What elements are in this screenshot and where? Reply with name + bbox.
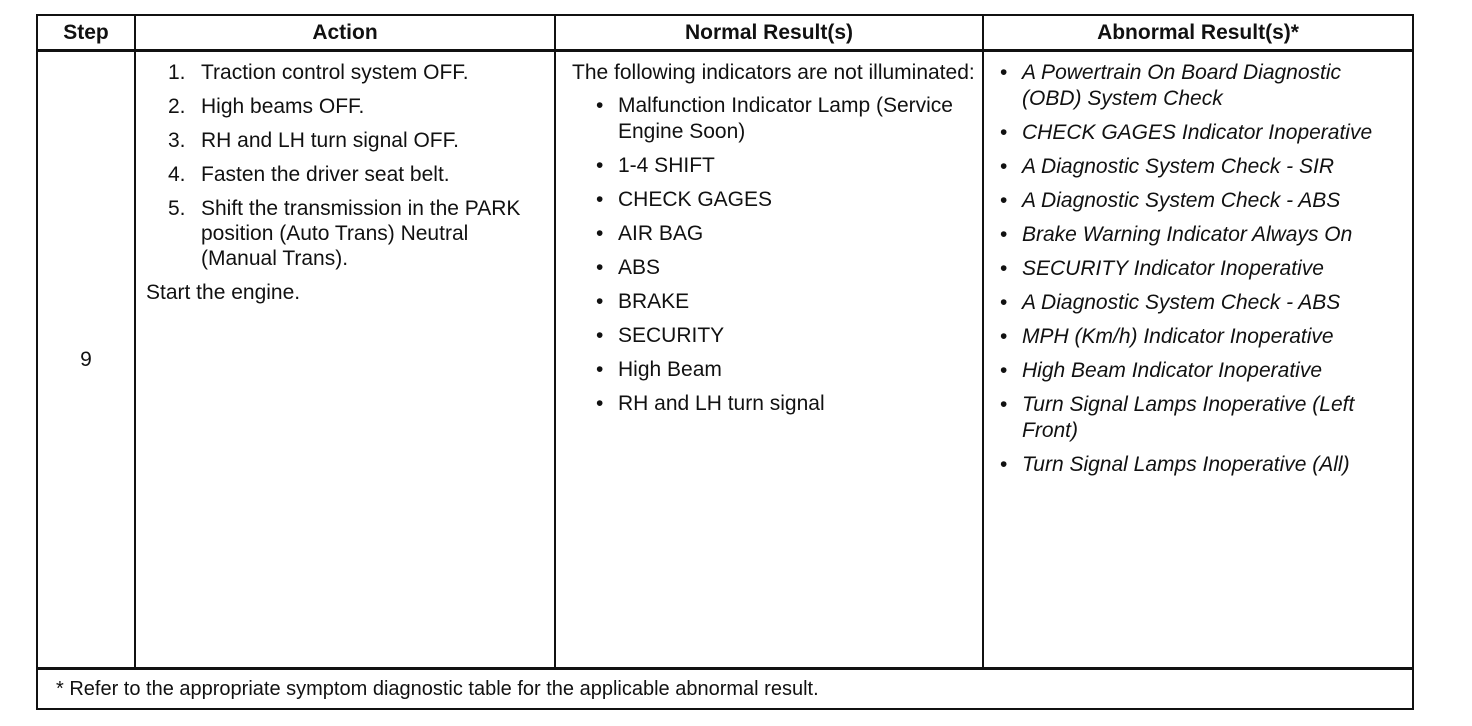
table-row xyxy=(37,51,1413,669)
list-item xyxy=(596,323,976,349)
normal-result-text: Malfunction Indicator Lamp (Service Engine Soon) xyxy=(618,94,953,143)
action-step-number: 5. xyxy=(168,197,186,220)
action-step-number: 2. xyxy=(168,95,186,118)
list-item xyxy=(1000,256,1406,282)
bullet-icon: • xyxy=(1000,223,1008,246)
list-item xyxy=(596,357,976,383)
bullet-icon: • xyxy=(1000,325,1008,348)
abnormal-results-list xyxy=(1000,60,1406,478)
header-action: Action xyxy=(135,15,555,51)
bullet-icon: • xyxy=(596,358,604,381)
bullet-icon: • xyxy=(1000,359,1008,382)
abnormal-result-text: CHECK GAGES Indicator Inoperative xyxy=(1022,121,1373,144)
normal-result-text: ABS xyxy=(618,256,661,279)
abnormal-result-text: A Powertrain On Board Diagnostic (OBD) System Check xyxy=(1022,61,1342,110)
action-step-text: Fasten the driver seat belt. xyxy=(201,163,450,186)
abnormal-result-text: A Diagnostic System Check - ABS xyxy=(1022,291,1341,314)
list-item xyxy=(1000,60,1406,112)
action-step xyxy=(168,128,548,153)
list-item xyxy=(1000,188,1406,214)
list-item xyxy=(596,221,976,247)
normal-result-text: 1-4 SHIFT xyxy=(618,154,715,177)
bullet-icon: • xyxy=(1000,189,1008,212)
action-step-number: 1. xyxy=(168,61,186,84)
list-item xyxy=(596,289,976,315)
diagnostic-table xyxy=(36,14,1414,710)
action-steps-list xyxy=(146,60,548,271)
action-step-text: RH and LH turn signal OFF. xyxy=(201,129,459,152)
normal-result-text: CHECK GAGES xyxy=(618,188,773,211)
bullet-icon: • xyxy=(596,256,604,279)
bullet-icon: • xyxy=(596,290,604,313)
abnormal-results-cell xyxy=(983,51,1413,669)
list-item xyxy=(596,153,976,179)
list-item xyxy=(1000,290,1406,316)
header-abnormal-results: Abnormal Result(s)* xyxy=(983,15,1413,51)
abnormal-result-text: Brake Warning Indicator Always On xyxy=(1022,223,1353,246)
normal-result-text: High Beam xyxy=(618,358,722,381)
list-item xyxy=(596,391,976,417)
bullet-icon: • xyxy=(1000,61,1008,84)
header-normal-results: Normal Result(s) xyxy=(555,15,983,51)
header-row xyxy=(37,15,1413,51)
bullet-icon: • xyxy=(1000,257,1008,280)
action-step xyxy=(168,162,548,187)
normal-result-text: RH and LH turn signal xyxy=(618,392,825,415)
action-step xyxy=(168,60,548,85)
normal-results-cell xyxy=(555,51,983,669)
footnote-row xyxy=(37,669,1413,710)
bullet-icon: • xyxy=(1000,155,1008,178)
list-item xyxy=(1000,452,1406,478)
list-item xyxy=(1000,154,1406,180)
action-step xyxy=(168,94,548,119)
bullet-icon: • xyxy=(1000,453,1008,476)
abnormal-result-text: MPH (Km/h) Indicator Inoperative xyxy=(1022,325,1334,348)
list-item xyxy=(1000,120,1406,146)
normal-result-text: BRAKE xyxy=(618,290,690,313)
normal-intro-text: The following indicators are not illuminated: xyxy=(572,61,975,84)
abnormal-result-text: Turn Signal Lamps Inoperative (All) xyxy=(1022,453,1350,476)
document-page xyxy=(36,14,1412,710)
list-item xyxy=(1000,358,1406,384)
list-item xyxy=(1000,324,1406,350)
list-item xyxy=(596,187,976,213)
step-number: 9 xyxy=(37,51,135,669)
list-item xyxy=(596,255,976,281)
action-cell xyxy=(135,51,555,669)
bullet-icon: • xyxy=(596,392,604,415)
action-step-text: High beams OFF. xyxy=(201,95,365,118)
action-step xyxy=(168,196,548,271)
list-item xyxy=(596,93,976,145)
action-final-text: Start the engine. xyxy=(146,281,301,304)
bullet-icon: • xyxy=(1000,121,1008,144)
action-step-text: Traction control system OFF. xyxy=(201,61,469,84)
normal-results-list xyxy=(572,93,976,417)
normal-result-text: SECURITY xyxy=(618,324,725,347)
bullet-icon: • xyxy=(596,222,604,245)
bullet-icon: • xyxy=(596,154,604,177)
action-step-number: 4. xyxy=(168,163,186,186)
footnote-text: * Refer to the appropriate symptom diagnostic table for the applicable abnormal result. xyxy=(37,669,1413,710)
bullet-icon: • xyxy=(596,188,604,211)
header-step: Step xyxy=(37,15,135,51)
bullet-icon: • xyxy=(596,94,604,117)
bullet-icon: • xyxy=(596,324,604,347)
abnormal-result-text: SECURITY Indicator Inoperative xyxy=(1022,257,1324,280)
list-item xyxy=(1000,392,1406,444)
normal-result-text: AIR BAG xyxy=(618,222,704,245)
abnormal-result-text: A Diagnostic System Check - SIR xyxy=(1022,155,1334,178)
abnormal-result-text: Turn Signal Lamps Inoperative (Left Front) xyxy=(1022,393,1355,442)
abnormal-result-text: A Diagnostic System Check - ABS xyxy=(1022,189,1341,212)
action-step-number: 3. xyxy=(168,129,186,152)
bullet-icon: • xyxy=(1000,291,1008,314)
bullet-icon: • xyxy=(1000,393,1008,416)
abnormal-result-text: High Beam Indicator Inoperative xyxy=(1022,359,1322,382)
list-item xyxy=(1000,222,1406,248)
action-step-text: Shift the transmission in the PARK position (Auto Trans) Neutral (Manual Trans). xyxy=(201,197,521,270)
